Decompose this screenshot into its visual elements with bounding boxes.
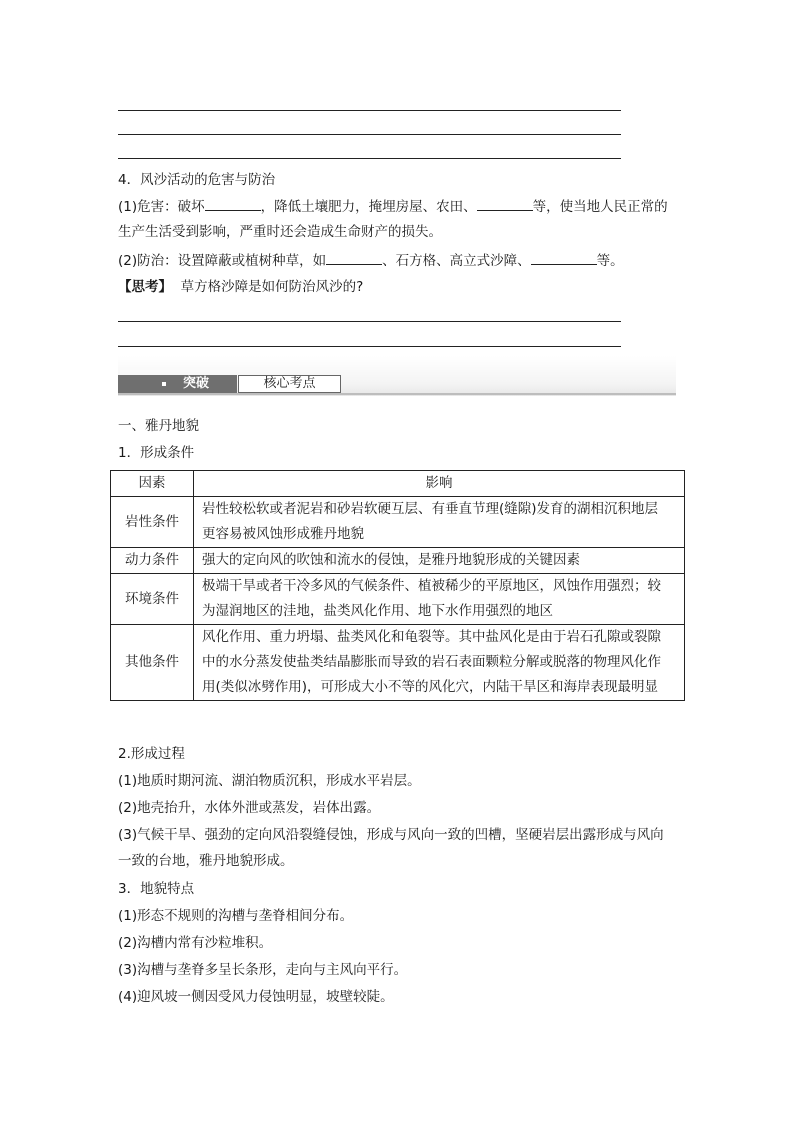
part1-sub1: 1．形成条件 [118, 445, 195, 461]
factor-cell: 岩性条件 [111, 497, 194, 548]
part1-sub3: 3．地貌特点 [118, 881, 195, 897]
effect-line: 强大的定向风的吹蚀和流水的侵蚀，是雅丹地貌形成的关键因素 [202, 552, 580, 568]
banner-tab: 核心考点 [238, 375, 341, 393]
effect-cell [194, 625, 685, 701]
factor-cell: 其他条件 [111, 625, 194, 701]
effect-cell [194, 548, 685, 574]
answer-line [118, 134, 621, 135]
harm-mid: ，降低土壤肥力，掩埋房屋、农田、 [260, 199, 477, 215]
part1-sub2: 2.形成过程 [118, 746, 185, 762]
prevent-suffix: 等。 [596, 253, 624, 269]
fill-blank[interactable] [477, 196, 533, 211]
prevent-mid: 、石方格、高立式沙障、 [382, 253, 531, 269]
table-header-cell: 影响 [194, 471, 685, 497]
effect-cell [194, 497, 685, 548]
banner-left-text: 突破 [183, 376, 210, 391]
effect-line: 岩性较松软或者泥岩和砂岩软硬互层、有垂直节理(缝隙)发育的湖相沉积地层 [202, 501, 659, 517]
effect-line: 为湿润地区的洼地，盐类风化作用、地下水作用强烈的地区 [202, 603, 553, 619]
process-line: (1)地质时期河流、湖泊物质沉积，形成水平岩层。 [118, 773, 421, 789]
answer-line [118, 321, 621, 322]
harm-prefix: (1)危害：破坏 [118, 199, 205, 215]
harm-line-1 [118, 196, 668, 217]
think-line [118, 277, 363, 297]
process-line: (3)气候干旱、强劲的定向风沿裂缝侵蚀，形成与风向一致的凹槽，坚硬岩层出露形成与风向 [118, 827, 664, 843]
factor-cell: 环境条件 [111, 574, 194, 625]
part1-heading: 一、雅丹地貌 [118, 418, 199, 434]
answer-line [118, 158, 621, 159]
section-banner-rule [118, 393, 676, 395]
effect-line: 风化作用、重力坍塌、盐类风化和龟裂等。其中盐风化是由于岩石孔隙或裂隙 [202, 629, 661, 645]
process-line: (2)地壳抬升，水体外泄或蒸发，岩体出露。 [118, 800, 381, 816]
feature-line: (4)迎风坡一侧因受风力侵蚀明显，坡壁较陡。 [118, 989, 394, 1005]
answer-line [118, 346, 621, 347]
process-line: 一致的台地，雅丹地貌形成。 [118, 853, 294, 869]
feature-line: (2)沟槽内常有沙粒堆积。 [118, 935, 273, 951]
table-row [111, 497, 685, 548]
table-row [111, 574, 685, 625]
effect-cell [194, 574, 685, 625]
conditions-table [110, 470, 685, 701]
think-tag: 【思考】 [118, 279, 172, 295]
effect-line: 中的水分蒸发使盐类结晶膨胀而导致的岩石表面颗粒分解或脱落的物理风化作 [202, 654, 661, 670]
table-row [111, 548, 685, 574]
table-header-row [111, 471, 685, 497]
harm-suffix: 等，使当地人民正常的 [532, 199, 668, 215]
feature-line: (1)形态不规则的沟槽与垄脊相间分布。 [118, 908, 354, 924]
table-row [111, 625, 685, 701]
prevent-prefix: (2)防治：设置障蔽或植树种草，如 [118, 253, 327, 269]
square-bullet-icon [162, 382, 166, 386]
harm-line-2: 生产生活受到影响，严重时还会造成生命财产的损失。 [118, 224, 442, 240]
fill-blank[interactable] [326, 250, 382, 265]
answer-line [118, 110, 621, 111]
feature-line: (3)沟槽与垄脊多呈长条形，走向与主风向平行。 [118, 962, 408, 978]
fill-blank[interactable] [531, 250, 597, 265]
think-question: 草方格沙障是如何防治风沙的? [180, 279, 364, 295]
section-banner-label [118, 375, 237, 393]
effect-line: 更容易被风蚀形成雅丹地貌 [202, 526, 364, 542]
section-4-title: 4．风沙活动的危害与防治 [118, 172, 276, 188]
table-header-cell: 因素 [111, 471, 194, 497]
effect-line: 用(类似冰劈作用)，可形成大小不等的风化穴，内陆干旱区和海岸表现最明显 [202, 679, 659, 695]
effect-line: 极端干旱或者干冷多风的气候条件、植被稀少的平原地区，风蚀作用强烈；较 [202, 578, 661, 594]
factor-cell: 动力条件 [111, 548, 194, 574]
prevent-line [118, 250, 624, 271]
fill-blank[interactable] [205, 196, 261, 211]
